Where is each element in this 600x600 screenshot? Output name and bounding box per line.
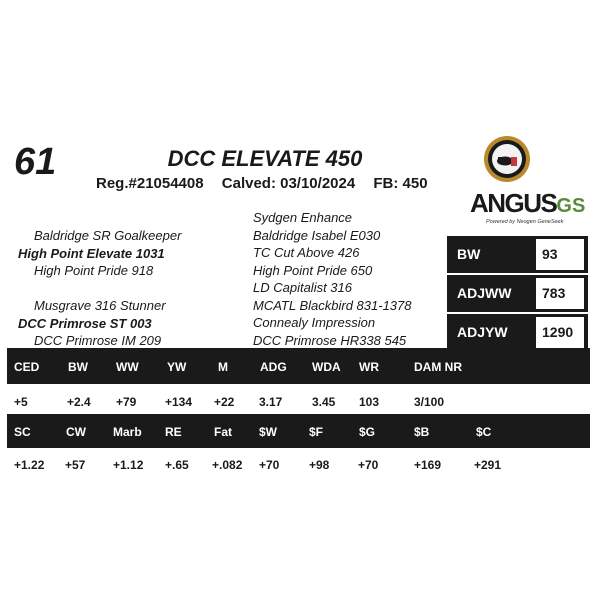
pedigree-dam-sire: Musgrave 316 Stunner	[34, 298, 166, 313]
epd-value: +79	[116, 395, 137, 409]
stat-value: 93	[536, 239, 584, 270]
epd-header: BW	[68, 360, 88, 374]
epd-header: WW	[116, 360, 139, 374]
registration-line	[96, 175, 442, 192]
epd-header: Fat	[214, 425, 232, 439]
epd-value: +57	[65, 458, 86, 472]
epd-header: DAM NR	[414, 360, 462, 374]
seal-icon	[483, 135, 531, 183]
pedigree-outer: TC Cut Above 426	[253, 245, 360, 260]
epd-header-bar-1	[7, 348, 590, 384]
epd-header: SC	[14, 425, 31, 439]
epd-value: 103	[359, 395, 380, 409]
lot-number: 61	[14, 141, 57, 183]
stat-adjww	[447, 275, 588, 312]
epd-value: 3/100	[414, 395, 445, 409]
calved-date: Calved: 03/10/2024	[221, 175, 356, 192]
pedigree-dam-dam: DCC Primrose IM 209	[34, 333, 162, 348]
epd-value: +.082	[212, 458, 243, 472]
epd-value: +22	[214, 395, 235, 409]
epd-header: WR	[359, 360, 379, 374]
epd-value: +169	[414, 458, 442, 472]
epd-value: +70	[259, 458, 280, 472]
pedigree-sire-dam: High Point Pride 918	[34, 263, 154, 278]
epd-header: Marb	[113, 425, 142, 439]
pedigree-dam: DCC Primrose ST 003	[18, 316, 152, 331]
epd-header: M	[218, 360, 228, 374]
epd-value: +98	[309, 458, 330, 472]
pedigree-outer: Connealy Impression	[253, 315, 376, 330]
epd-value: +1.22	[14, 458, 45, 472]
animal-name: DCC ELEVATE 450	[167, 146, 363, 171]
registration-number: Reg.#21054408	[96, 175, 204, 192]
pedigree-outer: LD Capitalist 316	[253, 280, 352, 295]
epd-header: YW	[167, 360, 187, 374]
stat-bw	[447, 236, 588, 273]
stat-label: ADJYW	[457, 324, 508, 340]
epd-value: +.65	[165, 458, 189, 472]
angus-seal-logo	[483, 135, 531, 183]
epd-header: CED	[14, 360, 40, 374]
epd-header-bar-2	[7, 414, 590, 448]
stat-label: BW	[457, 246, 481, 262]
logo-tagline: Powered by Neogen GeneSeek	[486, 219, 564, 225]
stat-adjyw	[447, 314, 588, 351]
stat-label: ADJWW	[457, 285, 512, 301]
epd-header: ADG	[260, 360, 287, 374]
pedigree-sire: High Point Elevate 1031	[18, 246, 165, 261]
epd-header: RE	[165, 425, 182, 439]
epd-value: +2.4	[67, 395, 91, 409]
pedigree-outer: High Point Pride 650	[253, 263, 373, 278]
pedigree-outer: DCC Primrose HR338 545	[253, 333, 407, 348]
epd-value: +5	[14, 395, 28, 409]
pedigree-sire-sire: Baldridge SR Goalkeeper	[34, 228, 182, 243]
epd-header: $F	[309, 425, 324, 439]
epd-header: $W	[259, 425, 277, 439]
epd-header: WDA	[312, 360, 341, 374]
fb-number: FB: 450	[373, 175, 428, 192]
epd-value: +70	[358, 458, 379, 472]
epd-value: +1.12	[113, 458, 144, 472]
epd-value: 3.17	[259, 395, 283, 409]
epd-value: +291	[474, 458, 502, 472]
epd-value: +134	[165, 395, 193, 409]
epd-header: CW	[66, 425, 86, 439]
stat-value: 1290	[536, 317, 584, 348]
epd-header: $C	[476, 425, 492, 439]
epd-header: $B	[414, 425, 430, 439]
epd-header: $G	[359, 425, 376, 439]
pedigree-outer: Sydgen Enhance	[253, 210, 353, 225]
angus-gs-logo: ANGUSGS	[470, 188, 586, 218]
pedigree-outer: MCATL Blackbird 831-1378	[253, 298, 412, 313]
stat-value: 783	[536, 278, 584, 309]
pedigree-outer: Baldridge Isabel E030	[253, 228, 381, 243]
epd-value: 3.45	[312, 395, 336, 409]
